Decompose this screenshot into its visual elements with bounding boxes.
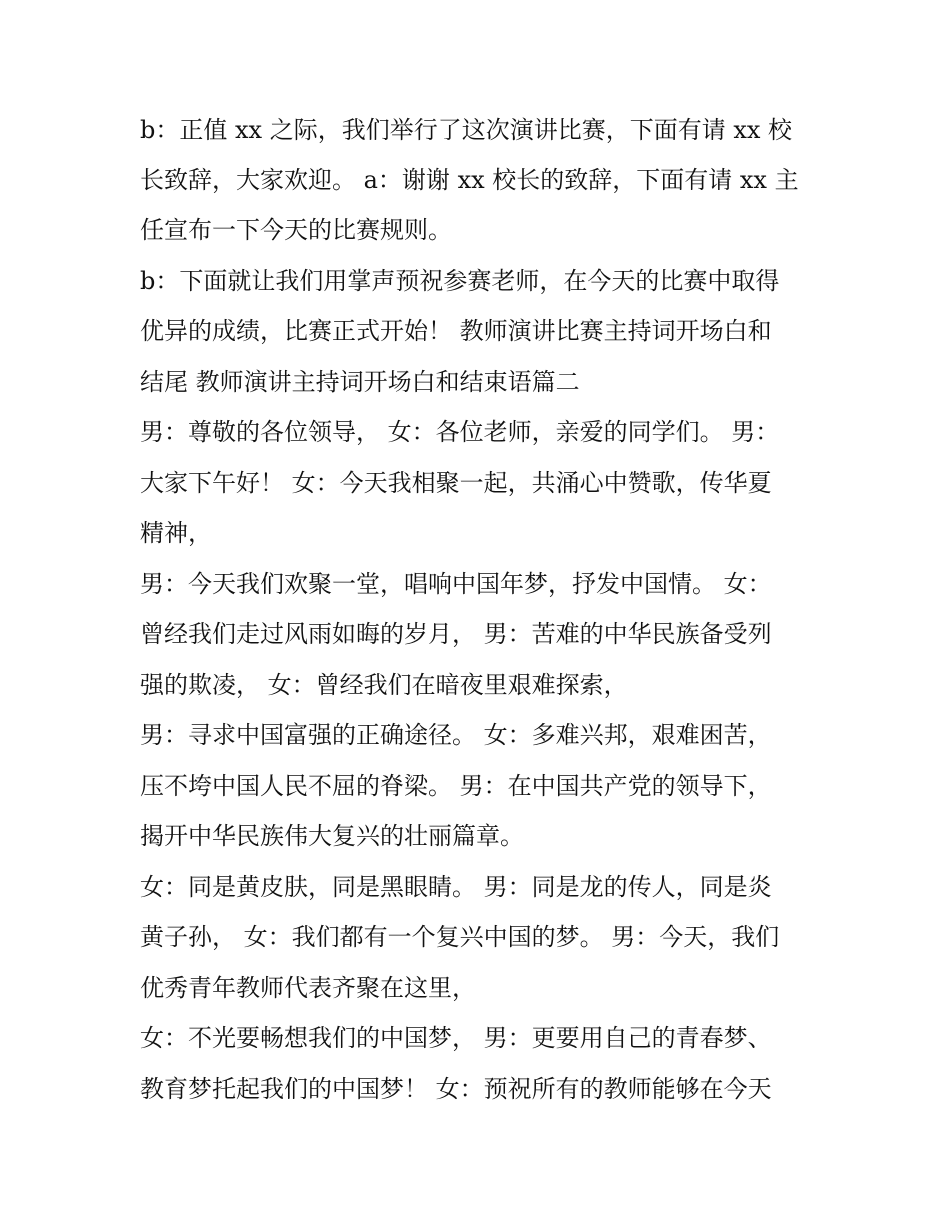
text-line: 黄子孙， 女：我们都有一个复兴中国的梦。 男：今天，我们: [140, 923, 780, 951]
text-line: 长致辞，大家欢迎。 a：谢谢 xx 校长的致辞，下面有请 xx 主: [140, 166, 799, 194]
text-line: 压不垮中国人民不屈的脊梁。 男：在中国共产党的领导下，: [140, 772, 772, 800]
text-line: 任宣布一下今天的比赛规则。: [140, 216, 452, 244]
text-line: 男：尊敬的各位领导， 女：各位老师，亲爱的同学们。 男：: [140, 418, 780, 446]
text-line: b：正值 xx 之际，我们举行了这次演讲比赛，下面有请 xx 校: [140, 116, 793, 144]
text-line: 优秀青年教师代表齐聚在这里，: [140, 974, 476, 1002]
text-line: b：下面就让我们用掌声预祝参赛老师，在今天的比赛中取得: [140, 267, 780, 295]
text-line: 强的欺凌， 女：曾经我们在暗夜里艰难探索，: [140, 671, 628, 699]
text-line: 精神，: [140, 519, 212, 547]
text-line: 教育梦托起我们的中国梦！ 女：预祝所有的教师能够在今天: [140, 1075, 772, 1103]
text-line: 大家下午好！ 女：今天我相聚一起，共涌心中赞歌，传华夏: [140, 469, 772, 497]
text-line: 男：寻求中国富强的正确途径。 女：多难兴邦，艰难困苦，: [140, 721, 772, 749]
text-line: 结尾 教师演讲主持词开场白和结束语篇二: [140, 368, 580, 396]
text-line: 女：同是黄皮肤，同是黑眼睛。 男：同是龙的传人，同是炎: [140, 873, 772, 901]
text-line: 优异的成绩，比赛正式开始！ 教师演讲比赛主持词开场白和: [140, 317, 772, 345]
text-line: 曾经我们走过风雨如晦的岁月， 男：苦难的中华民族备受列: [140, 620, 772, 648]
text-line: 男：今天我们欢聚一堂，唱响中国年梦，抒发中国情。 女：: [140, 570, 772, 598]
text-line: 女：不光要畅想我们的中国梦， 男：更要用自己的青春梦、: [140, 1024, 772, 1052]
text-line: 揭开中华民族伟大复兴的壮丽篇章。: [140, 822, 524, 850]
